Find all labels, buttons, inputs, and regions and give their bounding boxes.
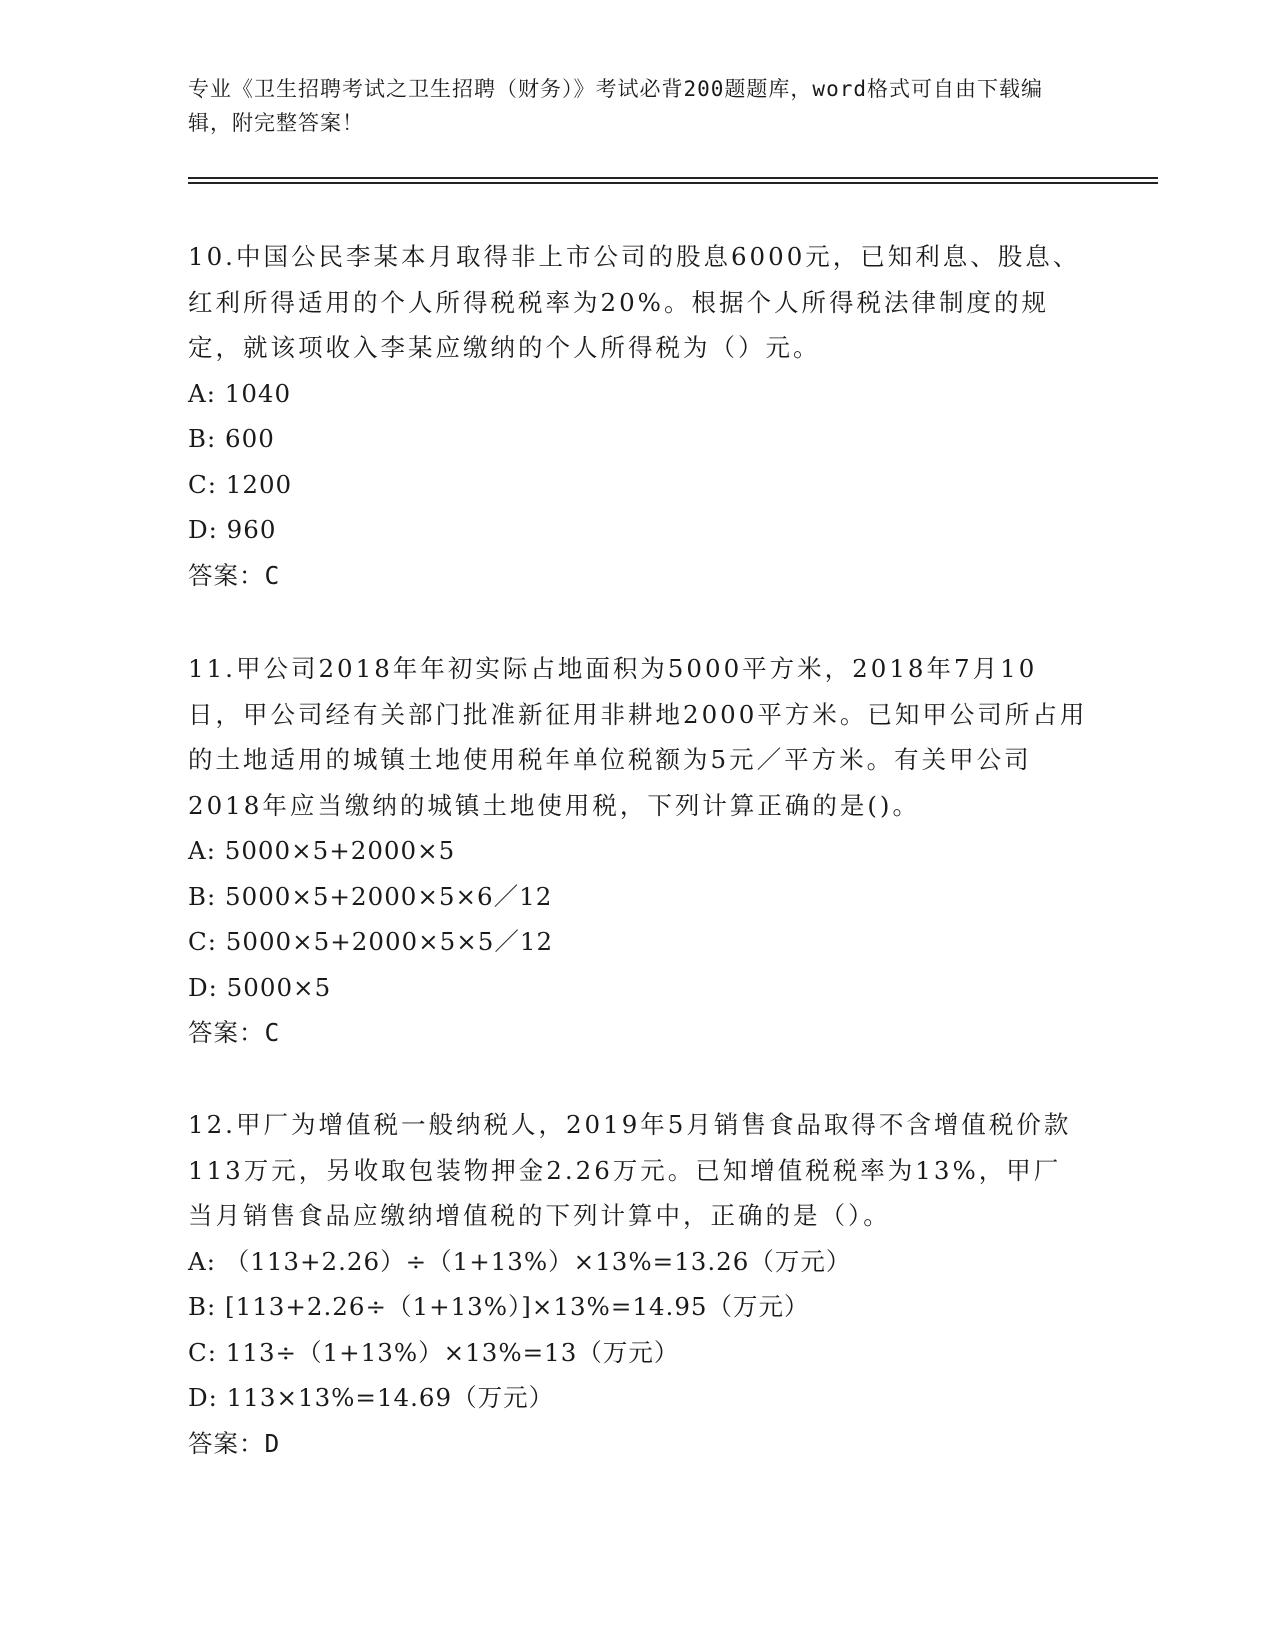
option-c: C: 5000×5+2000×5×5／12 — [188, 927, 554, 956]
question-text: 10.中国公民李某本月取得非上市公司的股息6000元，已知利息、股息、红利所得适用的个人所得税税率为20%。根据个人所得税法律制度的规定，就该项收入李某应缴纳的个人所得税为（）元。 — [188, 242, 1081, 362]
question-block — [188, 234, 1088, 598]
answer-line: 答案：D — [188, 1428, 281, 1458]
option-b: B: 600 — [188, 424, 275, 453]
header-divider-top — [188, 177, 1158, 179]
option-a: A: 1040 — [188, 378, 292, 408]
option-d: D: 960 — [188, 515, 277, 544]
option-d: D: 5000×5 — [188, 972, 332, 1002]
question-block — [188, 1102, 1088, 1466]
option-c: C: 113÷（1+13%）×13%=13（万元） — [188, 1337, 680, 1367]
document-header: 专业《卫生招聘考试之卫生招聘（财务）》考试必背200题题库，word格式可自由下载编辑，附完整答案！ — [188, 77, 1043, 135]
option-a: A: 5000×5+2000×5 — [188, 836, 456, 865]
header-divider-bottom — [188, 182, 1158, 184]
option-d: D: 113×13%=14.69（万元） — [188, 1383, 555, 1412]
answer-line: 答案：C — [188, 1018, 281, 1047]
question-block — [188, 646, 1088, 1056]
option-b: B: 5000×5+2000×5×6／12 — [188, 881, 553, 911]
option-a: A: （113+2.26）÷（1+13%）×13%=13.26（万元） — [188, 1246, 852, 1276]
option-b: B: [113+2.26÷（1+13%）]×13%=14.95（万元） — [188, 1292, 810, 1321]
question-text: 12.甲厂为增值税一般纳税人，2019年5月销售食品取得不含增值税价款113万元，另收取包装物押金2.26万元。已知增值税税率为13%，甲厂当月销售食品应缴纳增值税的下列计算中，正确的是（）。 — [188, 1110, 1072, 1230]
question-text: 11.甲公司2018年年初实际占地面积为5000平方米，2018年7月10日，甲公司经有关部门批准新征用非耕地2000平方米。已知甲公司所占用的土地适用的城镇土地使用税年单位税额为5元／平方米。有关甲公司2018年应当缴纳的城镇土地使用税，下列计算正确的是()。 — [188, 654, 1088, 820]
option-c: C: 1200 — [188, 469, 293, 499]
answer-line: 答案：C — [188, 560, 281, 590]
